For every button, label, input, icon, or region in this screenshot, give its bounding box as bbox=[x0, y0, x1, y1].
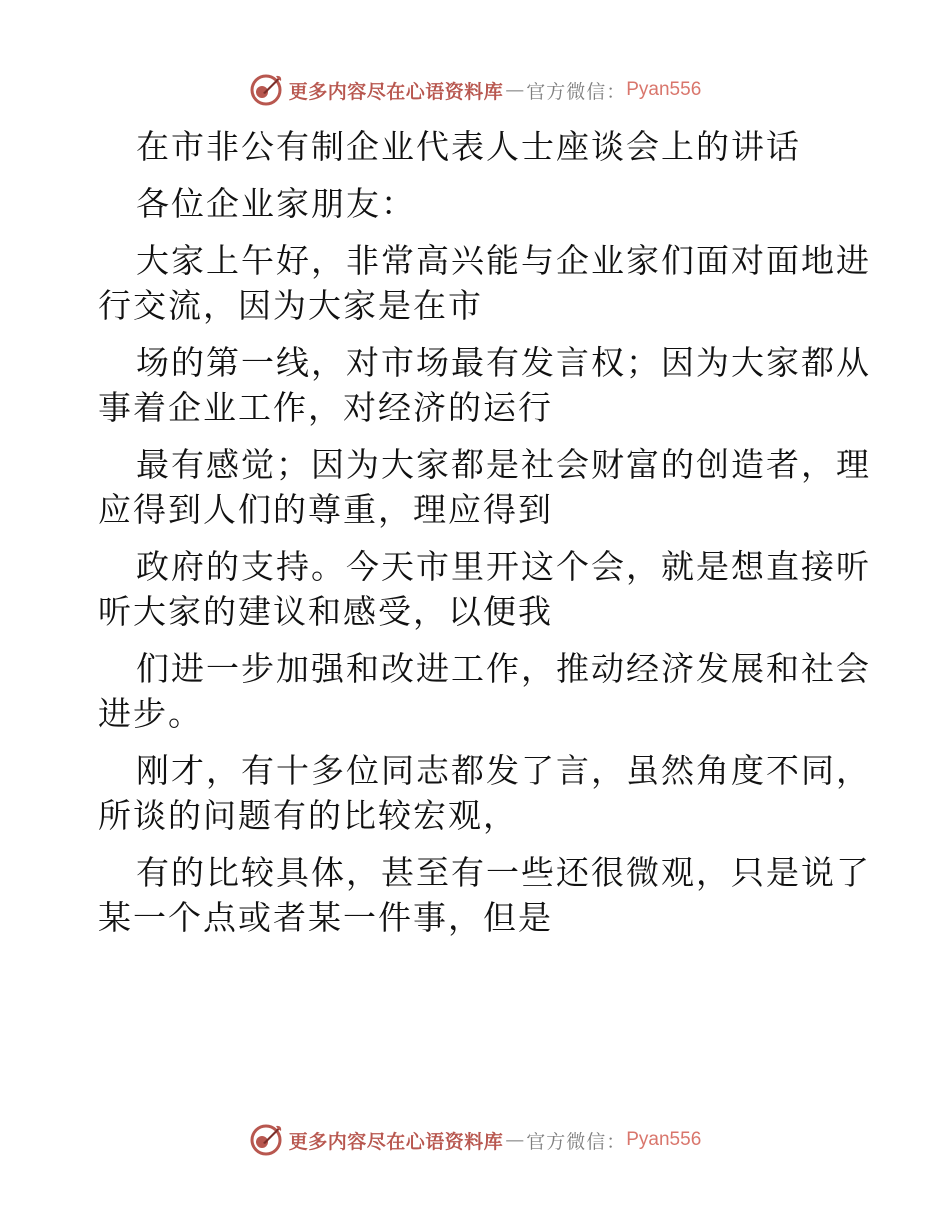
banner-wechat-label: 官方微信： bbox=[526, 1130, 627, 1153]
banner-dash: — bbox=[505, 1129, 525, 1151]
document-title: 在市非公有制企业代表人士座谈会上的讲话 bbox=[136, 127, 801, 166]
paragraph-line: 某一个点或者某一件事，但是 bbox=[98, 898, 553, 937]
paragraph-line: 场的第一线，对市场最有发言权；因为大家都从 bbox=[136, 343, 871, 382]
banner-wechat-id: Pyan556 bbox=[626, 1129, 702, 1150]
paragraph-line: 事着企业工作，对经济的运行 bbox=[98, 388, 553, 427]
header-watermark-banner bbox=[0, 70, 950, 110]
paragraph-line: 刚才，有十多位同志都发了言，虽然角度不同， bbox=[136, 751, 871, 790]
banner-site-text: 更多内容尽在心语资料库 bbox=[288, 1130, 504, 1153]
paragraph-line: 进步。 bbox=[98, 694, 203, 733]
banner-wechat-id: Pyan556 bbox=[626, 79, 702, 100]
paragraph-line: 大家上午好，非常高兴能与企业家们面对面地进 bbox=[136, 241, 871, 280]
banner-site-text: 更多内容尽在心语资料库 bbox=[288, 80, 504, 103]
paragraph-line: 们进一步加强和改进工作，推动经济发展和社会 bbox=[136, 649, 871, 688]
footer-watermark-banner bbox=[0, 1120, 950, 1160]
banner-dash: — bbox=[505, 79, 525, 101]
paragraph-line: 最有感觉；因为大家都是社会财富的创造者，理 bbox=[136, 445, 871, 484]
paragraph-line: 应得到人们的尊重，理应得到 bbox=[98, 490, 553, 529]
document-body bbox=[98, 124, 871, 940]
quill-logo-icon bbox=[249, 1123, 283, 1157]
paragraph-line: 行交流，因为大家是在市 bbox=[98, 286, 483, 325]
paragraph-line: 所谈的问题有的比较宏观， bbox=[98, 796, 518, 835]
quill-logo-icon bbox=[249, 73, 283, 107]
banner-wechat-label: 官方微信： bbox=[526, 80, 627, 103]
salutation: 各位企业家朋友： bbox=[136, 184, 416, 223]
paragraph-line: 政府的支持。今天市里开这个会，就是想直接听 bbox=[136, 547, 871, 586]
paragraph-line: 听大家的建议和感受，以便我 bbox=[98, 592, 553, 631]
paragraph-line: 有的比较具体，甚至有一些还很微观，只是说了 bbox=[136, 853, 871, 892]
